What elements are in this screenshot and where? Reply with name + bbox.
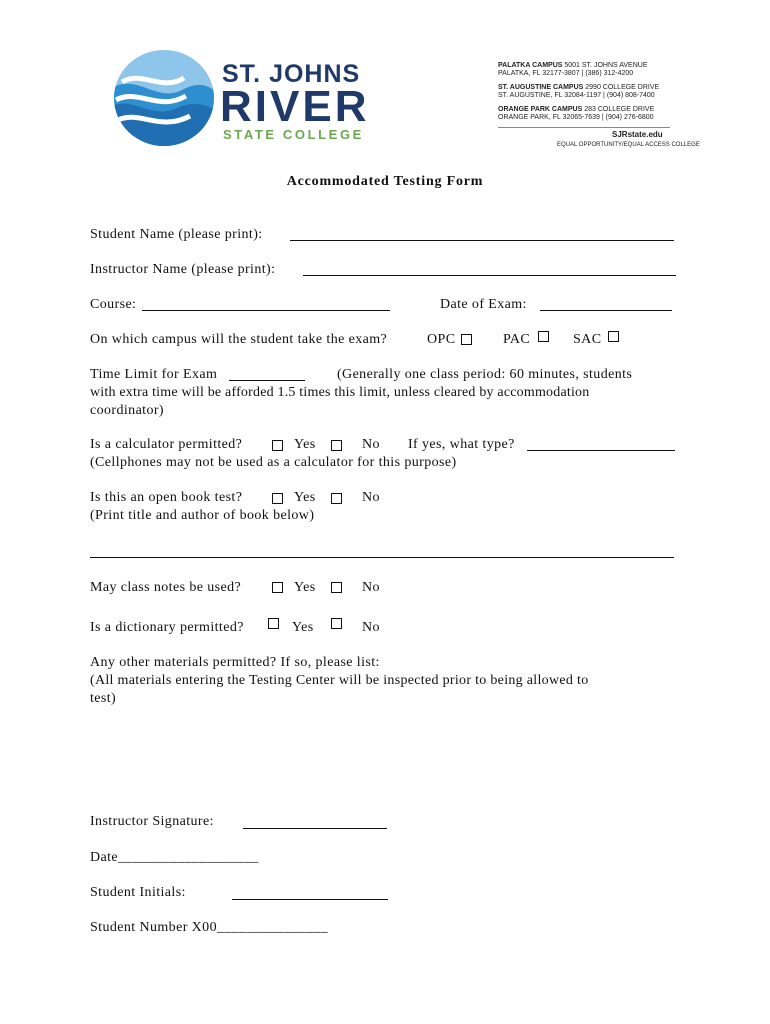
time-limit-note-3: coordinator) (90, 403, 164, 418)
logo-line-3: STATE COLLEGE (223, 127, 364, 142)
open-book-no-checkbox[interactable] (331, 493, 342, 504)
campus-question: On which campus will the student take the exam? (90, 332, 388, 347)
instructor-signature-field[interactable] (243, 828, 387, 829)
calculator-type-label: If yes, what type? (408, 437, 515, 452)
student-initials-label: Student Initials: (90, 885, 186, 900)
campus-option-sac: SAC (573, 332, 602, 347)
time-limit-note-2: with extra time will be afforded 1.5 times this limit, unless cleared by accommodation (90, 385, 590, 400)
campus-sac-checkbox[interactable] (608, 331, 619, 342)
open-book-no-label: No (362, 490, 380, 505)
time-limit-field[interactable] (229, 380, 305, 381)
class-notes-no-checkbox[interactable] (331, 582, 342, 593)
dictionary-yes-checkbox[interactable] (268, 618, 279, 629)
header-rule (498, 127, 670, 128)
campus-pac-checkbox[interactable] (538, 331, 549, 342)
campus-option-opc: OPC (427, 332, 456, 347)
book-title-field[interactable] (90, 557, 674, 558)
class-notes-question: May class notes be used? (90, 580, 242, 595)
logo-line-1: ST. JOHNS (222, 60, 361, 88)
instructor-name-label: Instructor Name (please print): (90, 262, 276, 277)
student-name-field[interactable] (290, 240, 674, 241)
website-link[interactable]: SJRstate.edu (612, 130, 663, 139)
campus-addresses (498, 62, 659, 122)
college-logo (112, 48, 382, 148)
open-book-note: (Print title and author of book below) (90, 508, 315, 523)
campus-opc-checkbox[interactable] (461, 334, 472, 345)
student-initials-field[interactable] (232, 899, 388, 900)
open-book-yes-checkbox[interactable] (272, 493, 283, 504)
calculator-yes-checkbox[interactable] (272, 440, 283, 451)
campus-option-pac: PAC (503, 332, 531, 347)
calculator-no-label: No (362, 437, 380, 452)
dictionary-no-checkbox[interactable] (331, 618, 342, 629)
calculator-note: (Cellphones may not be used as a calculator for this purpose) (90, 455, 457, 470)
open-book-yes-label: Yes (294, 490, 316, 505)
student-number-label: Student Number X00_______________ (90, 920, 328, 935)
other-materials-note-1: (All materials entering the Testing Center will be inspected prior to being allowed to (90, 673, 589, 688)
instructor-name-field[interactable] (303, 275, 676, 276)
dictionary-yes-label: Yes (292, 620, 314, 635)
dictionary-question: Is a dictionary permitted? (90, 620, 244, 635)
logo-line-2: RIVER (220, 82, 370, 131)
student-name-label: Student Name (please print): (90, 227, 263, 242)
class-notes-no-label: No (362, 580, 380, 595)
campus-orange-park: ORANGE PARK CAMPUS 283 COLLEGE DRIVE ORANGE PARK, FL 32065-7639 | (904) 276-6800 (498, 106, 655, 121)
campus-st-augustine: ST. AUGUSTINE CAMPUS 2990 COLLEGE DRIVE ST. AUGUSTINE, FL 32084-1197 | (904) 808-7400 (498, 84, 660, 99)
date-field[interactable]: ___________________ (118, 850, 259, 865)
calculator-question: Is a calculator permitted? (90, 437, 243, 452)
calculator-yes-label: Yes (294, 437, 316, 452)
eeo-statement: EQUAL OPPORTUNITY/EQUAL ACCESS COLLEGE (557, 142, 700, 148)
class-notes-yes-checkbox[interactable] (272, 582, 283, 593)
form-title: Accommodated Testing Form (286, 174, 484, 189)
calculator-type-field[interactable] (527, 450, 675, 451)
campus-palatka: PALATKA CAMPUS 5001 ST. JOHNS AVENUE PALATKA, FL 32177-3807 | (386) 312-4200 (498, 62, 648, 77)
date-of-exam-field[interactable] (540, 310, 672, 311)
class-notes-yes-label: Yes (294, 580, 316, 595)
instructor-signature-label: Instructor Signature: (90, 814, 214, 829)
date-label: Date___________________ (90, 850, 259, 865)
dictionary-no-label: No (362, 620, 380, 635)
calculator-no-checkbox[interactable] (331, 440, 342, 451)
course-label: Course: (90, 297, 137, 312)
course-field[interactable] (142, 310, 390, 311)
other-materials-note-2: test) (90, 691, 117, 706)
open-book-question: Is this an open book test? (90, 490, 243, 505)
time-limit-label: Time Limit for Exam (90, 367, 218, 382)
other-materials-question: Any other materials permitted? If so, please list: (90, 655, 380, 670)
date-of-exam-label: Date of Exam: (440, 297, 527, 312)
time-limit-note-1: (Generally one class period: 60 minutes, students (337, 367, 633, 382)
student-number-field[interactable]: _______________ (216, 920, 328, 935)
wave-emblem-icon (112, 48, 216, 148)
other-materials-area[interactable] (90, 712, 674, 802)
